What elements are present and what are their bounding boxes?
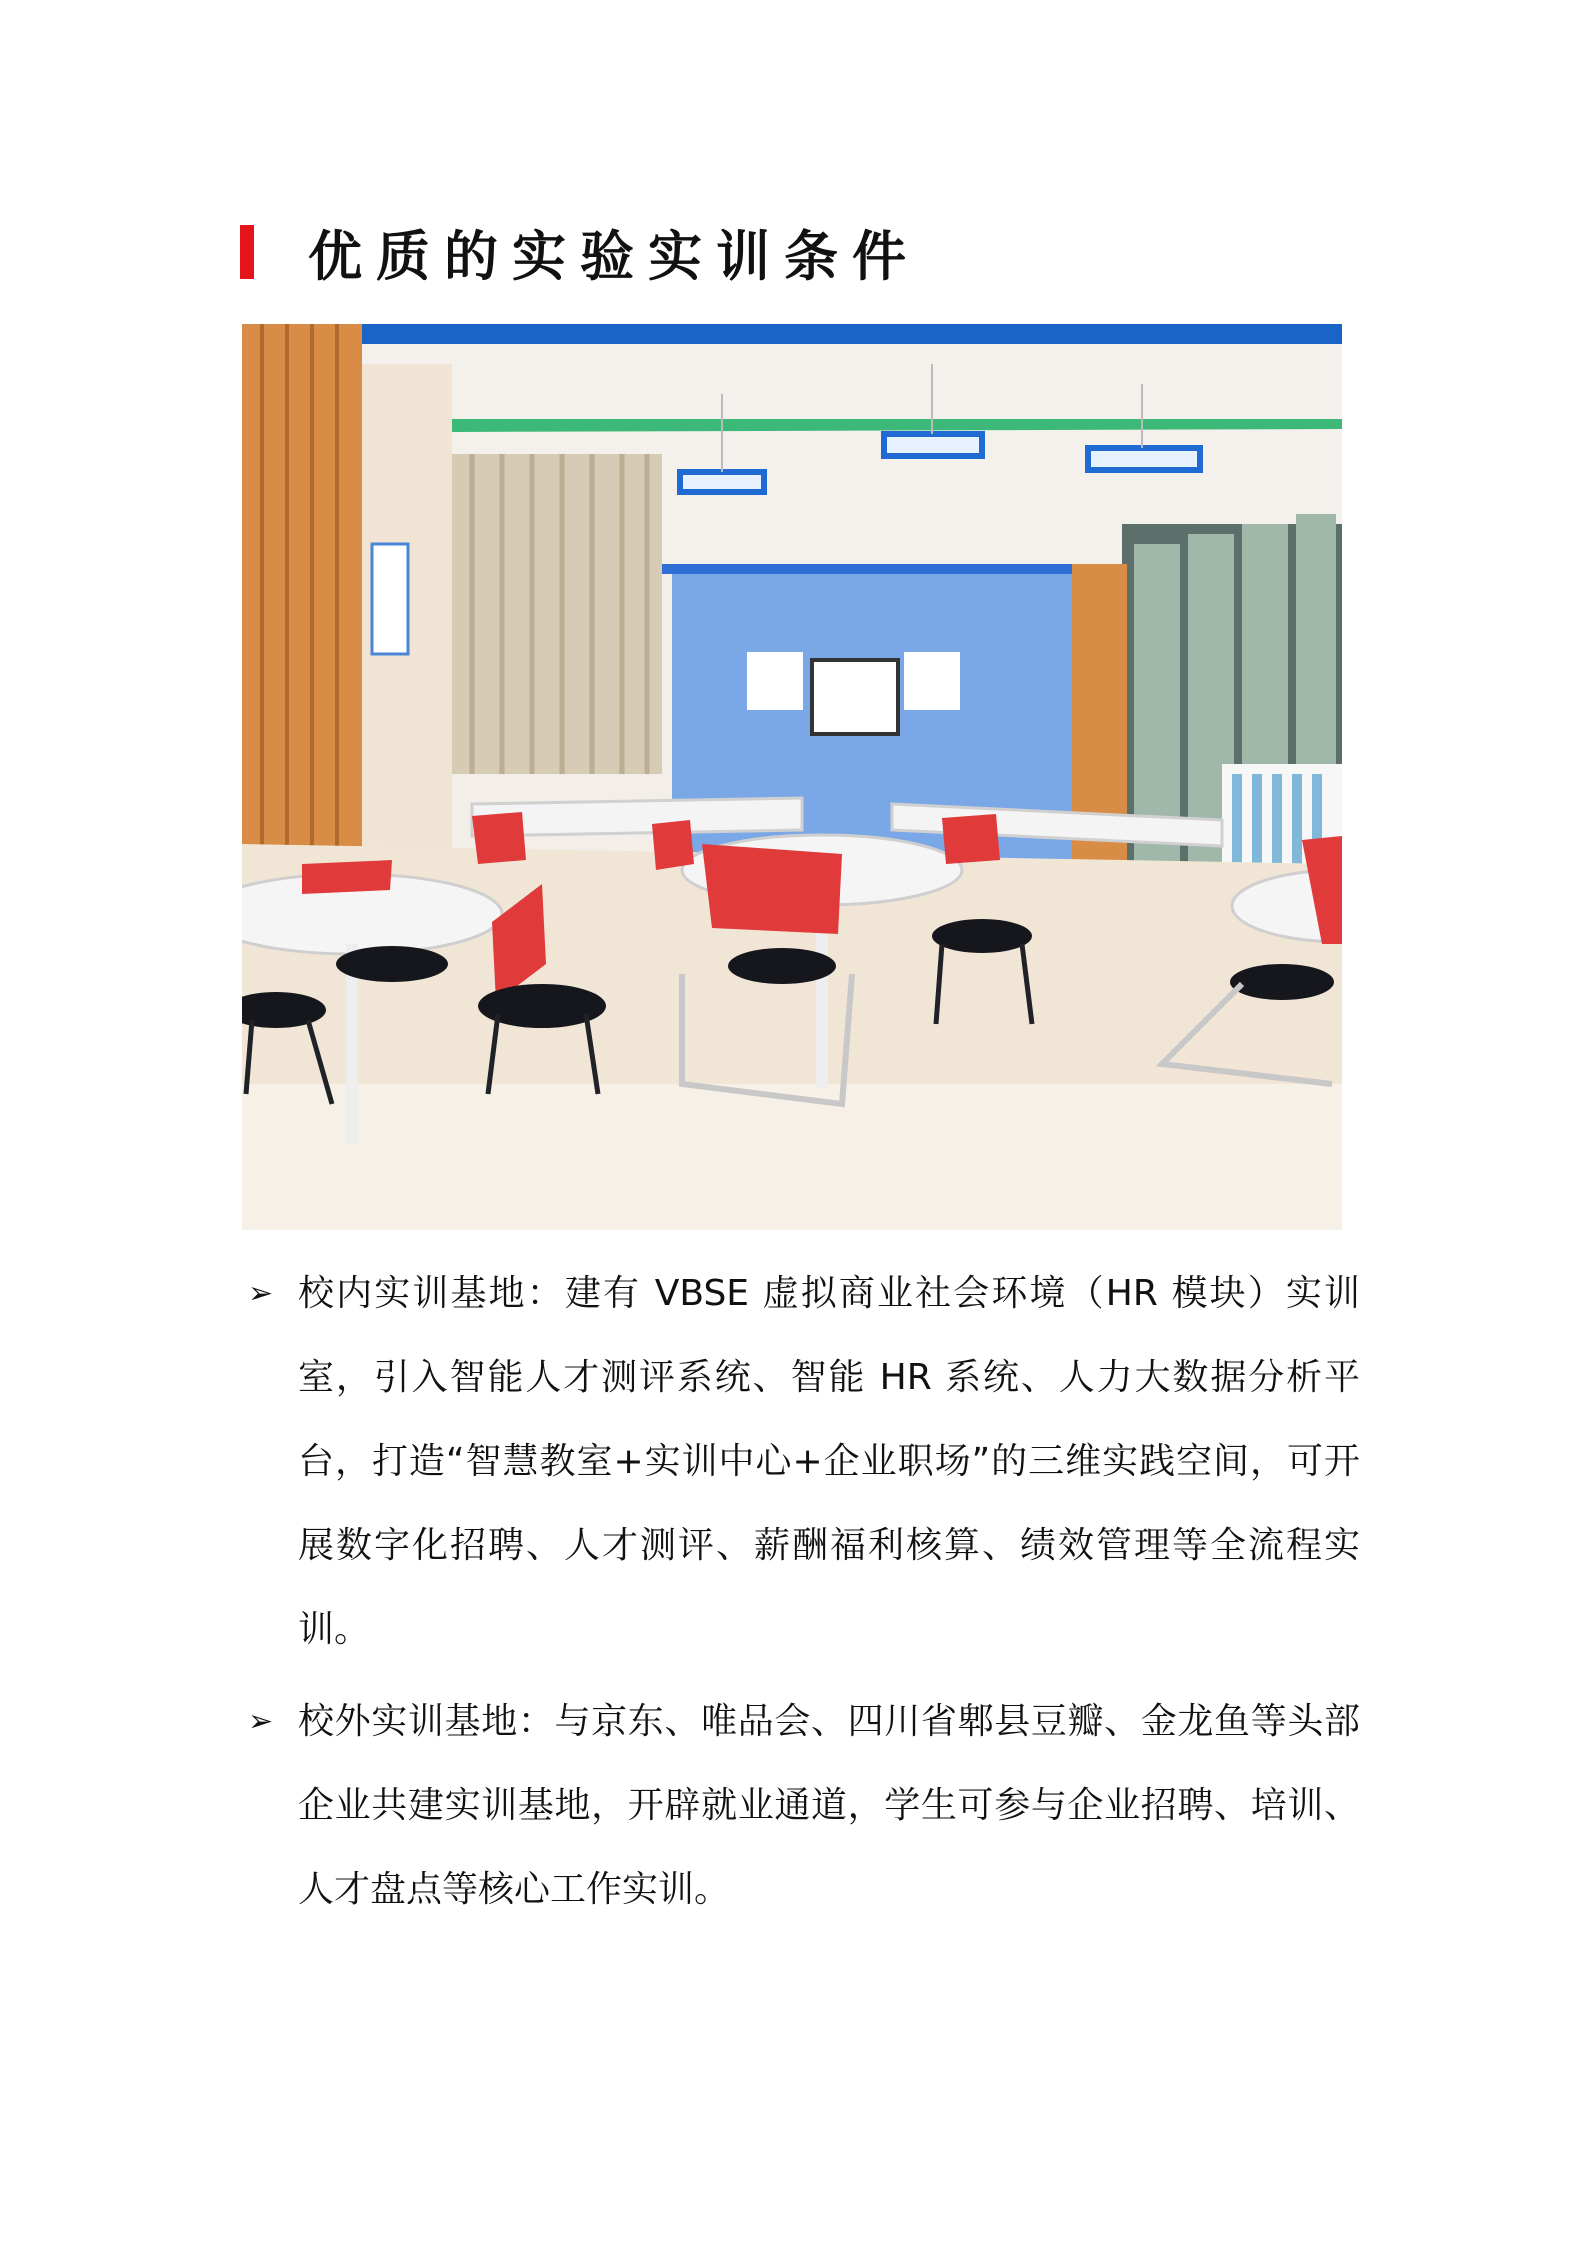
list-item	[240, 1680, 1360, 1932]
heading-accent-bar	[240, 225, 254, 279]
section-title: 优质的实验实训条件	[308, 224, 920, 288]
list-item	[240, 1252, 1360, 1672]
classroom-photo	[242, 324, 1342, 1230]
arrow-bullet-icon: ➢	[248, 1704, 274, 1739]
classroom-illustration	[242, 324, 1342, 1230]
bullet-text: 校外实训基地：与京东、唯品会、四川省郫县豆瓣、金龙鱼等头部企业共建实训基地，开辟就业通道，学生可参与企业招聘、培训、人才盘点等核心工作实训。	[298, 1701, 1360, 1910]
arrow-bullet-icon: ➢	[248, 1276, 274, 1311]
bullet-list	[240, 1252, 1360, 1932]
bullet-text: 校内实训基地：建有 VBSE 虚拟商业社会环境（HR 模块）实训室，引入智能人才测评系统、智能 HR 系统、人力大数据分析平台，打造“智慧教室+实训中心+企业职场”的三维实践空间，可开展数字化招聘、人才测评、薪酬福利核算、绩效管理等全流程实训。	[298, 1273, 1360, 1650]
section-heading	[240, 212, 920, 292]
